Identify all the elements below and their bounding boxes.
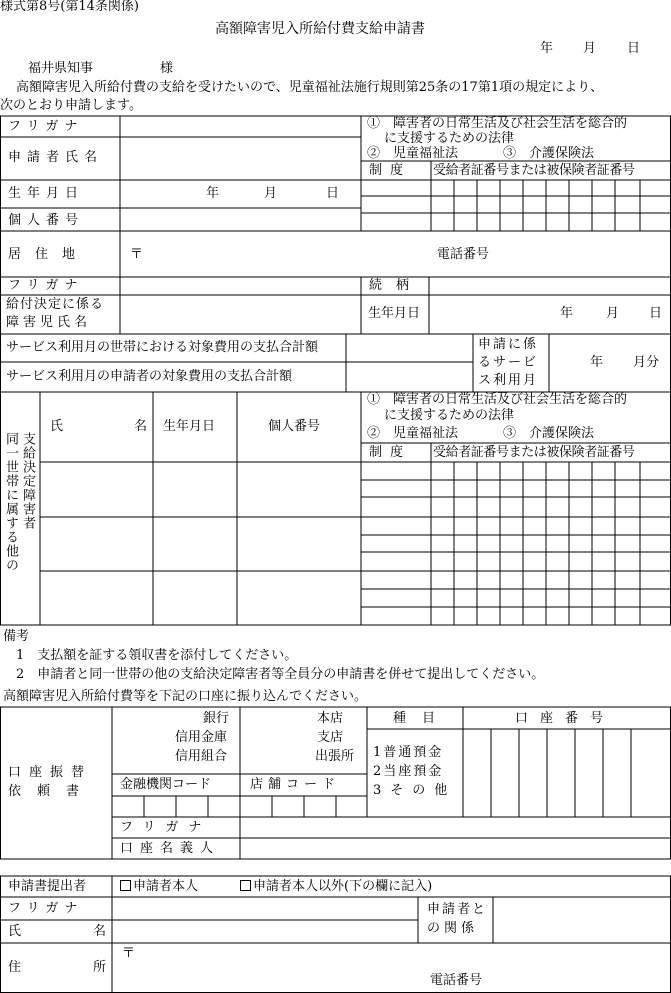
hh-law-option-1a: ① 障害者の日常生活及び社会生活を総合的 (367, 392, 628, 407)
holder-furigana-label: フリガナ (120, 820, 212, 835)
submitter-label: 申請書提出者 (8, 879, 87, 894)
submitter-opt-self-text: 申請者本人 (133, 879, 199, 894)
note-2: 2 申請者と同一世帯の他の支給決定障害者等全員分の申請書を併せて提出してください。 (16, 667, 545, 682)
child-furigana-label: フリガナ (8, 278, 84, 293)
bank-transfer-label-1: 口座振替 (8, 765, 93, 780)
bank-type-shinkin: 信用金庫 (175, 730, 228, 745)
hh-name-col-header: 氏 (50, 419, 64, 434)
branch-code-label: 店舗コード (250, 777, 341, 792)
phone-label: 電話番号 (437, 247, 490, 262)
checkbox-other[interactable] (240, 880, 251, 891)
child-name-label-line2: 障害児氏名 (6, 315, 92, 330)
birth-day-label: 日 (326, 186, 340, 201)
account-holder-label: 口座名義人 (120, 841, 221, 856)
submitter-relation-label-1: 申請者と (427, 902, 488, 917)
law-option-2: ② 児童福祉法 (367, 146, 459, 161)
bank-transfer-label-2: 依頼書 (8, 784, 96, 799)
address-label: 居住地 (8, 247, 90, 262)
honorific: 様 (160, 61, 174, 76)
service-month-label-1: 申請に係 (478, 337, 539, 352)
hh-law-option-3: ③ 介護保険法 (503, 426, 595, 441)
submitter-address-label: 住所 (8, 960, 179, 975)
child-birth-day: 日 (649, 306, 663, 321)
law-option-3: ③ 介護保険法 (503, 146, 595, 161)
intro-text-line1: 高額障害児入所給付費の支給を受けたいので、児童福祉法施行規則第25条の17第1項の規定により、 (16, 80, 604, 95)
page-title: 高額障害児入所給付費支給申請書 (215, 21, 425, 37)
submitter-opt-other[interactable] (240, 880, 432, 893)
date-month-label: 月 (583, 41, 597, 56)
submitter-opt-other-text: 申請者本人以外(下の欄に記入) (253, 879, 433, 894)
institution-code-label: 金融機関コード (120, 777, 212, 792)
submitter-postal-mark: 〒 (122, 946, 136, 961)
child-name-label-line1: 給付決定に係る (6, 297, 105, 312)
hh-birth-col-header: 生年月日 (163, 419, 216, 434)
service-month-label-3: ス利用月 (478, 373, 539, 388)
child-birth-month: 月 (606, 306, 620, 321)
postal-mark: 〒 (130, 247, 144, 262)
birthdate-label: 生年月日 (8, 186, 85, 201)
account-type-2: 2当座預金 (373, 764, 444, 779)
date-day-label: 日 (627, 41, 641, 56)
furigana-label: フリガナ (8, 119, 84, 134)
system-col-header: 制度 (369, 163, 412, 178)
personal-number-label: 個人番号 (8, 213, 85, 228)
hh-system-col-header: 制度 (369, 445, 412, 460)
submitter-relation-label-2: の関係 (427, 921, 479, 936)
child-birthdate-label: 生年月日 (368, 306, 421, 321)
law-option-1b: に支援するための法律 (384, 131, 515, 146)
checkbox-self[interactable] (120, 880, 131, 891)
notes-heading: 備考 (3, 629, 30, 644)
cert-no-col-header: 受給者証番号または被保険者証番号 (433, 163, 635, 178)
bank-type-kumiai: 信用組合 (175, 749, 228, 764)
account-type-3: 3その他 (373, 783, 457, 798)
bank-intro: 高額障害児入所給付費等を下記の口座に振り込んでください。 (3, 689, 368, 704)
birth-month-label: 月 (264, 186, 278, 201)
service-month-label-2: るサービ (478, 355, 539, 370)
hh-law-option-1b: に支援するための法律 (384, 408, 515, 423)
hh-cert-no-col-header: 受給者証番号または被保険者証番号 (433, 445, 635, 460)
intro-text-line2: 次のとおり申請します。 (0, 98, 142, 113)
account-type-header: 種目 (393, 711, 452, 726)
form-number: 様式第8号(第14条関係) (0, 0, 139, 14)
addressee: 福井県知事 (28, 61, 94, 76)
applicant-name-label: 申請者氏名 (8, 150, 104, 165)
note-1: 1 支払額を証する領収書を添付してください。 (16, 648, 298, 663)
date-year-label: 年 (540, 41, 554, 56)
law-option-1a: ① 障害者の日常生活及び社会生活を総合的 (367, 116, 628, 131)
submitter-opt-self[interactable] (120, 880, 198, 893)
birth-year-label: 年 (206, 186, 220, 201)
household-cost-label: サービス利用月の世帯における対象費用の支払合計額 (6, 340, 319, 355)
submitter-furigana-label: フリガナ (8, 901, 84, 916)
submitter-name-label: 氏名 (8, 924, 179, 939)
account-type-1: 1普通預金 (373, 745, 444, 760)
branch-type-branch: 支店 (317, 730, 344, 745)
applicant-cost-label: サービス利用月の申請者の対象費用の支払合計額 (6, 369, 293, 384)
service-month-month: 月分 (633, 355, 660, 370)
household-side-label-a: 同一世帯に属する他の (2, 432, 18, 572)
submitter-phone-label: 電話番号 (430, 973, 483, 988)
household-side-label-b: 支給決定障害者 (19, 432, 35, 530)
hh-law-option-2: ② 児童福祉法 (367, 426, 459, 441)
account-number-header: 口座番号 (515, 711, 616, 726)
service-month-year: 年 (590, 355, 604, 370)
branch-type-office: 出張所 (315, 749, 355, 764)
hh-name-col-header-2: 名 (134, 419, 148, 434)
bank-type-bank: 銀行 (203, 711, 230, 726)
child-birth-year: 年 (560, 306, 574, 321)
branch-type-main: 本店 (317, 711, 344, 726)
relation-label: 続柄 (369, 278, 424, 293)
hh-pno-col-header: 個人番号 (268, 419, 321, 434)
